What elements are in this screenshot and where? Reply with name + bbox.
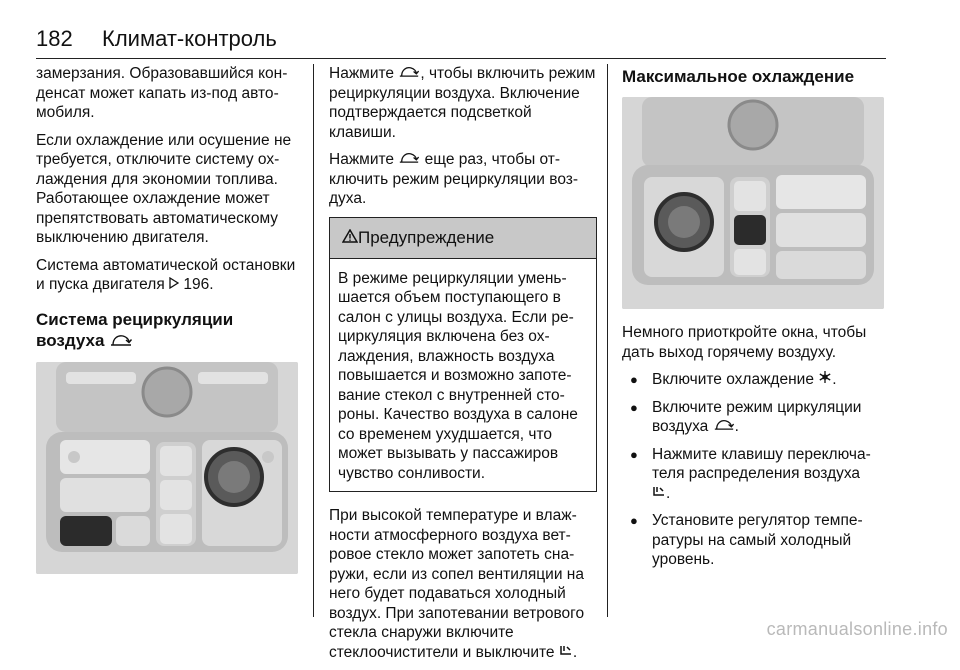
paragraph [329,64,597,142]
climate-panel-photo-max-cooling [622,97,884,309]
list-item: ● Включите режим циркуляции воздуха . [622,398,887,437]
section-heading-text: Система рециркуляции воздуха [36,309,234,350]
warning-triangle-icon [342,218,358,258]
paragraph [36,256,301,295]
column-left [36,64,301,574]
column-right [622,64,887,578]
warning-title: Предупреждение [358,227,495,247]
paragraph-text: При высокой температуре и влажности атмосферного воздуха ветровое стекло может запотеть снаружи, если из сопел вентиляции на него будет подаваться холодный воздух. При запотевании ветрового стекла снаружи включите стеклоочистители и выключите [329,507,585,661]
paragraph-text: еще раз, чтобы отключить режим рециркуляции воздуха. [329,151,579,208]
warning-header [330,218,596,259]
section-heading [36,309,301,352]
section-heading: Максимальное охлаждение [622,67,855,86]
page-header [36,24,886,59]
list-item-text: Включите охлаждение [652,371,814,388]
warning-text: В режиме рециркуляции уменьшается объем поступающего в салон с улицы воздуха. Если рециркуляция включена без охлаждения, влажность воздуха повышается и возможно запотевание стекол с внутренней стороны. Качество воздуха в салоне со временем ухудшается, что может вызывать у пассажиров чувство сонливости. [338,269,578,482]
paragraph-text: , чтобы включить режим рециркуляции воздуха. Включение подтверждается подсветкой клавиши. [329,65,596,141]
paragraph-text: Система автоматической остановки и пуска двигателя [36,256,296,293]
warning-box [329,217,597,493]
step-list [622,370,887,570]
recirculation-icon [398,150,420,170]
paragraph-text: Нажмите [329,151,395,169]
list-item [622,511,887,570]
paragraph: Если охлаждение или осушение не требуется, отключите систему охлаждения для экономии топлива. Работающее охлаждение может препятствовать автоматическому выключению двигателя. [36,131,292,246]
air-distribution-icon [652,484,666,504]
list-item: ● Включите охлаждение . [622,370,887,390]
page-number: 182 [36,26,73,51]
recirculation-icon [398,64,420,84]
paragraph [329,150,597,209]
paragraph: При высокой температуре и влажности атмосферного воздуха ветровое стекло может запотеть снаружи, если из сопел вентиляции на него будет подаваться холодный воздух. При запотевании ветрового стекла снаружи включите стеклоочистители и выключите . [329,507,585,661]
recirculation-icon [713,417,735,437]
page-title: Климат-контроль [102,26,277,51]
reference-page: 196. [183,276,214,293]
climate-panel-photo-recirculation [36,362,298,574]
column-divider [313,64,314,617]
paragraph: замерзания. Образовавшийся конденсат может капать из-под автомобиля. [36,65,288,121]
recirculation-icon [109,331,133,352]
column-divider [607,64,608,617]
paragraph-text: Нажмите [329,65,395,82]
list-item-text: Установите регулятор температуры на самый холодный уровень. [652,512,863,569]
watermark: carmanualsonline.info [766,619,948,639]
column-middle [329,64,597,670]
reference-arrow-icon [169,275,179,295]
list-item-text: Нажмите клавишу переключателя распределения воздуха [652,445,871,483]
snowflake-icon [818,370,832,390]
list-item-text: Включите режим циркуляции воздуха [652,398,862,436]
air-distribution-icon [559,643,573,663]
paragraph: Немного приоткройте окна, чтобы дать выход горячему воздуху. [622,324,867,361]
list-item: ● Нажмите клавишу переключателя распределения воздуха . [622,445,887,504]
